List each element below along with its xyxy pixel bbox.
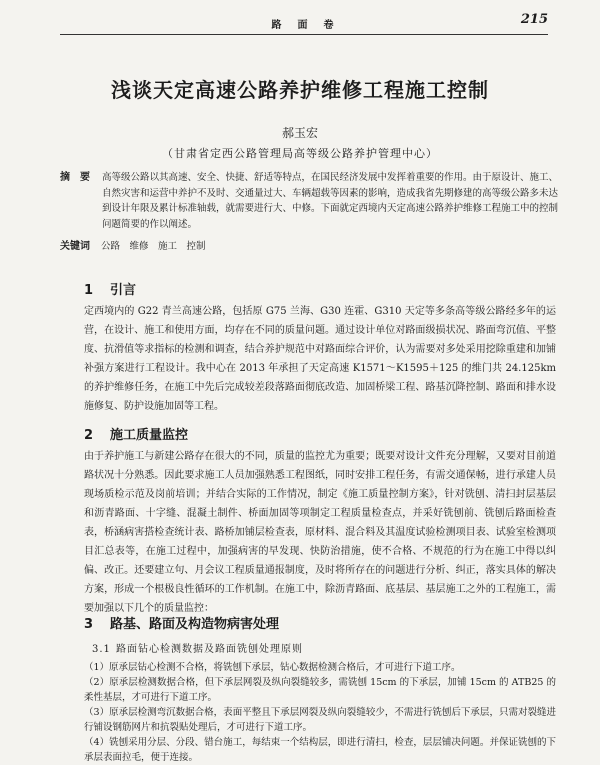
list-item: （4）铣刨采用分层、分段、错台施工，每结束一个结构层，即进行清扫，检查，层层铺决问题。并保证铣刨的下承层表面拉毛，便于连接。 bbox=[84, 737, 556, 763]
journal-name: 路 面 卷 bbox=[271, 20, 337, 31]
section-heading-defect-treatment bbox=[84, 613, 279, 632]
abstract-text: 高等级公路以其高速、安全、快捷、舒适等特点，在国民经济发展中发挥着重要的作用。由于原设计、施工、自然灾害和运营中养护不及时、交通量过大、车辆超载等因素的影响，造成我省先期修建的高等级公路多未达到设计年限及累计标准轴载，就需要进行大、中修。下面就定西境内天定高速公路养护维修工程施工中的控制问题简要的作以阐述。 bbox=[102, 172, 559, 230]
article-title: 浅谈天定高速公路养护维修工程施工控制 bbox=[111, 78, 489, 102]
subsection-title: 路面钻心检测数据及路面铣刨处理原则 bbox=[116, 644, 303, 655]
section-heading-quality-control bbox=[84, 424, 188, 443]
keywords-text: 公路 维修 施工 控制 bbox=[101, 241, 206, 252]
section-body-introduction bbox=[84, 302, 556, 416]
subsection-heading bbox=[92, 640, 556, 655]
subsection-body bbox=[84, 660, 556, 765]
section-body-quality-control bbox=[84, 447, 556, 618]
keywords bbox=[60, 237, 558, 252]
section-title: 路基、路面及构造物病害处理 bbox=[110, 617, 280, 632]
section-heading-introduction bbox=[84, 279, 136, 298]
paragraph: 定西境内的 G22 青兰高速公路，包括原 G75 兰海、G30 连霍、G310 天定等多条高等级公路经多年的运营，在设计、施工和使用方面，均存在不同的质量问题。通过设计单位对路面级损状况、路面弯沉值、平整度、抗滑值等求指标的检测和调查，结合养护规范中对路面综合评价，认为需要对多处采用挖除重建和加铺补强方案进行工程设计。我中心在 2013 年承担了天定高速 K1571～K1595＋125 的维门共 24.125km 的养护维修任务，在施工中先后完成较差段落路面彻底改造、加固桥梁工程、路基沉降控制、路面和排水设施修复、防护设施加固等工程。 bbox=[84, 306, 556, 412]
author-name: 郝玉宏 bbox=[281, 126, 318, 140]
subsection-number: 3.1 bbox=[92, 644, 111, 655]
abstract-label: 摘 要 bbox=[60, 172, 90, 183]
abstract bbox=[60, 170, 558, 232]
section-title: 引言 bbox=[110, 283, 137, 298]
author-affiliation: （甘肃省定西公路管理局高等级公路养护管理中心） bbox=[162, 147, 438, 160]
list-item: （1）原承层钻心检测不合格，将铣刨下承层，钻心数据检测合格后，才可进行下道工序。 bbox=[84, 662, 461, 673]
list-item: （3）原承层检测弯沉数据合格，表面平整且下承层网裂及纵向裂缝较少，不需进行铣刨后下承层，只需对裂缝进行铺设钢筋网片和抗裂贴处理后，才可进行下道工序。 bbox=[84, 707, 556, 733]
list-item: （2）原承层检测数据合格，但下承层网裂及纵向裂缝较多，需铣刨 15cm 的下承层，加铺 15cm 的 ATB25 的柔性基层，才可进行下道工序。 bbox=[84, 677, 556, 703]
keywords-label: 关键词 bbox=[60, 241, 90, 252]
paragraph: 由于养护施工与新建公路存在很大的不同，质量的监控尤为重要；既要对设计文件充分理解，又要对目前道路状况十分熟悉。因此要求施工人员加强熟悉工程图纸，同时安排工程任务，有需交通保畅，进行承建人员现场质检示范及岗前培训；并结合实际的工作情况，制定《施工质量控制方案》，针对铣刨、清扫封层基层和沥青路面、十字缝、混凝土制件、桥面加固等项制定工程质量检查点，并采好铣刨前、铣刨后路面检查表，桥涵病害搭检查统计表、路桥加铺层检查表，原材料、混合料及其温度试验检测项目表、试验室检测项目汇总表等，在施工过程中，加强病害的早发现、快防治措施，使不合格、不规范的行为在施工中得以纠偏、改正。还要建立句、月会议工程质量通报制度，及时将所存在的问题进行分析、纠正，落实具体的解决方案，形成一个根极良性循环的工作机制。在施工中，除沥青路面、底基层、基层施工之外的工程施工，需要加强以下几个的质量监控： bbox=[84, 451, 556, 614]
section-number: 2 bbox=[84, 428, 94, 443]
page-number: 215 bbox=[520, 12, 548, 27]
section-number: 3 bbox=[84, 617, 94, 632]
section-number: 1 bbox=[84, 283, 94, 298]
running-header bbox=[60, 14, 548, 35]
section-title: 施工质量监控 bbox=[110, 428, 189, 443]
